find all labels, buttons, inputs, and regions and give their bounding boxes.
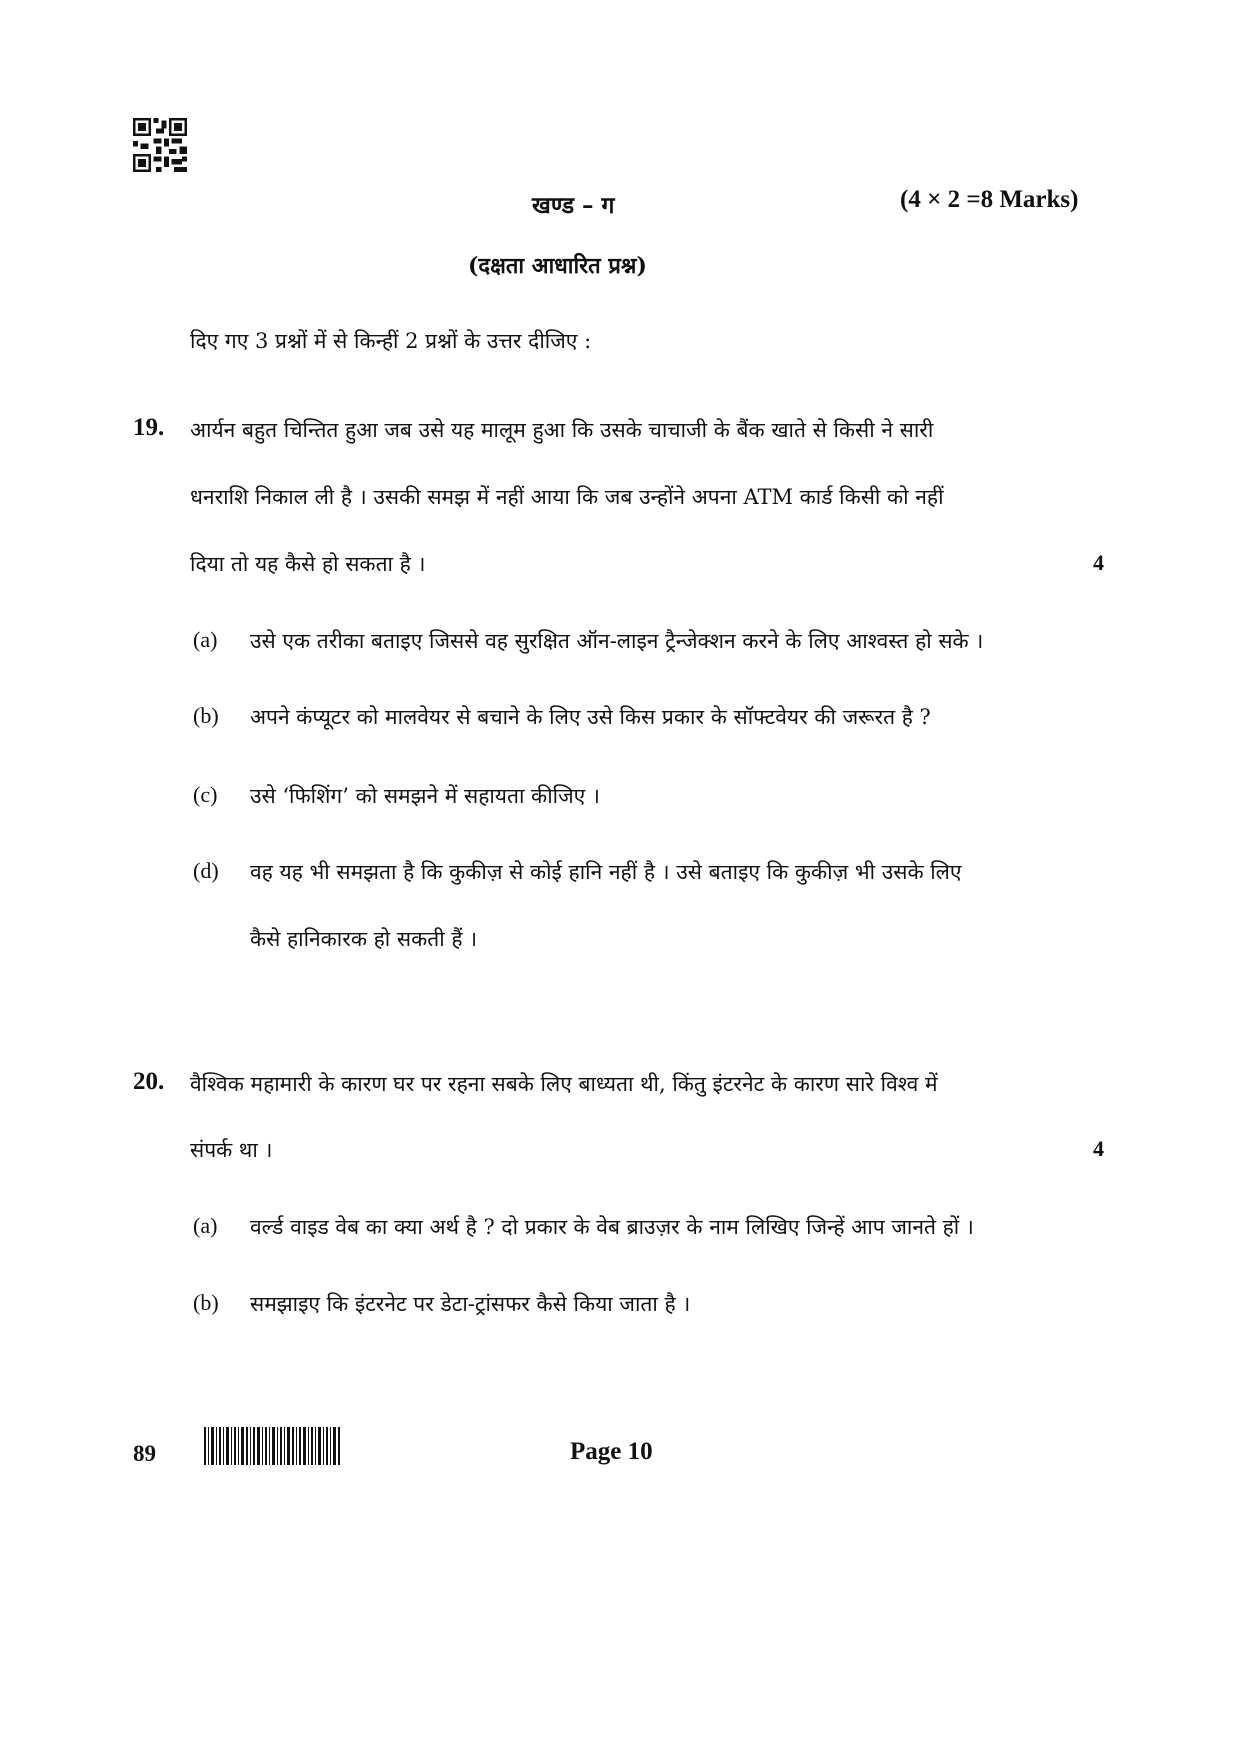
barcode [204,1427,340,1465]
part-label: (a) [193,1213,218,1238]
question-number: 20. [133,1068,165,1095]
part-label: (a) [193,627,218,652]
instruction-text: दिए गए 3 प्रश्नों में से किन्हीं 2 प्रश्नों के उत्तर दीजिए : [190,329,592,353]
question-text-line: धनराशि निकाल ली है । उसकी समझ में नहीं आया कि जब उन्होंने अपना ATM कार्ड किसी को नहीं [190,485,944,509]
part-label: (b) [193,1290,219,1315]
section-title: खण्ड – ग [532,192,615,219]
part-text: समझाइए कि इंटरनेट पर डेटा-ट्रांसफर कैसे किया जाता है । [250,1292,691,1316]
paper-code: 89 [133,1441,156,1466]
part-text: कैसे हानिकारक हो सकती हैं । [250,927,478,951]
question-text-line: वैश्विक महामारी के कारण घर पर रहना सबके लिए बाध्यता थी, किंतु इंटरनेट के कारण सारे विश्व में [190,1072,938,1096]
question-marks: 4 [1093,550,1104,575]
question-text-line: संपर्क था । [190,1138,273,1162]
page-number: Page 10 [570,1438,653,1465]
qr-code [133,118,187,172]
part-label: (d) [193,858,219,883]
part-text: वह यह भी समझता है कि कुकीज़ से कोई हानि नहीं है । उसे बताइए कि कुकीज़ भी उसके लिए [250,860,962,884]
part-text: उसे ‘फिशिंग’ को समझने में सहायता कीजिए । [250,784,600,808]
part-text: वर्ल्ड वाइड वेब का क्या अर्थ है ? दो प्रकार के वेब ब्राउज़र के नाम लिखिए जिन्हें आप जानते हों । [250,1215,974,1239]
question-text-line: दिया तो यह कैसे हो सकता है । [190,552,426,576]
section-marks: (4 × 2 =8 Marks) [900,186,1079,213]
part-label: (c) [193,782,218,807]
part-text: अपने कंप्यूटर को मालवेयर से बचाने के लिए उसे किस प्रकार के सॉफ्टवेयर की जरूरत है ? [250,705,931,729]
question-number: 19. [133,414,165,441]
part-text: उसे एक तरीका बताइए जिससे वह सुरक्षित ऑन-लाइन ट्रैन्जेक्शन करने के लिए आश्वस्त हो सके । [250,629,984,653]
question-marks: 4 [1093,1136,1104,1161]
question-text-line: आर्यन बहुत चिन्तित हुआ जब उसे यह मालूम हुआ कि उसके चाचाजी के बैंक खाते से किसी ने सारी [190,418,934,442]
part-label: (b) [193,703,219,728]
section-subtitle: (दक्षता आधारित प्रश्न) [468,253,647,279]
